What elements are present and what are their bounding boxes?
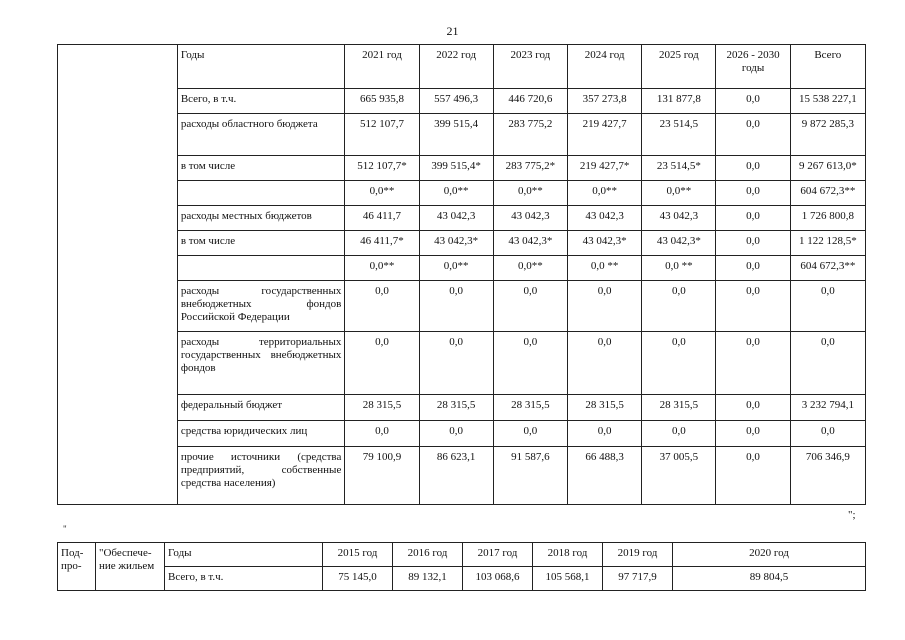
header-row [58, 45, 866, 89]
row-label: в том числе [177, 231, 345, 256]
table-row [58, 395, 866, 421]
value-cell: 43 042,3* [642, 231, 716, 256]
value-cell: 0,0** [493, 256, 567, 281]
value-cell: 23 514,5 [642, 114, 716, 156]
header-cell: 2015 год [323, 543, 393, 567]
opening-quote: " [63, 524, 67, 534]
value-cell: 46 411,7* [345, 231, 419, 256]
value-cell: 0,0** [345, 181, 419, 206]
value-cell: 0,0 [345, 421, 419, 447]
row-label: прочие источники (средства предприятий, собственные средства населения) [177, 447, 345, 505]
header-cell: 2024 год [568, 45, 642, 89]
table-row [58, 421, 866, 447]
table-row [58, 181, 866, 206]
value-cell: 0,0 [642, 421, 716, 447]
header-cell: 2026 - 2030 годы [716, 45, 790, 89]
value-cell: 43 042,3 [642, 206, 716, 231]
value-cell: 0,0 [716, 447, 790, 505]
value-cell: 0,0 [716, 206, 790, 231]
value-cell: 103 068,6 [463, 567, 533, 591]
value-cell: 665 935,8 [345, 89, 419, 114]
value-cell: 43 042,3 [419, 206, 493, 231]
value-cell: 604 672,3** [790, 256, 865, 281]
header-cell: 2020 год [673, 543, 866, 567]
value-cell: 0,0 [716, 89, 790, 114]
value-cell: 28 315,5 [642, 395, 716, 421]
funding-table [57, 44, 866, 505]
value-cell: 512 107,7 [345, 114, 419, 156]
value-cell: 0,0 [568, 421, 642, 447]
value-cell: 0,0 ** [642, 256, 716, 281]
value-cell: 131 877,8 [642, 89, 716, 114]
header-cell: Годы [177, 45, 345, 89]
value-cell: 43 042,3 [493, 206, 567, 231]
value-cell: 0,0 ** [568, 256, 642, 281]
value-cell: 0,0 [716, 332, 790, 395]
value-cell: 0,0 [642, 332, 716, 395]
value-cell: 28 315,5 [493, 395, 567, 421]
value-cell: 0,0 [716, 156, 790, 181]
value-cell: 399 515,4* [419, 156, 493, 181]
page-number: 21 [446, 24, 459, 38]
value-cell: 0,0 [419, 332, 493, 395]
value-cell: 1 122 128,5* [790, 231, 865, 256]
value-cell: 0,0 [568, 281, 642, 332]
value-cell: 43 042,3 [568, 206, 642, 231]
value-cell: 89 132,1 [393, 567, 463, 591]
value-cell: 446 720,6 [493, 89, 567, 114]
header-cell: 2023 год [493, 45, 567, 89]
value-cell: 43 042,3* [419, 231, 493, 256]
value-cell: 0,0 [345, 332, 419, 395]
value-cell: 75 145,0 [323, 567, 393, 591]
value-cell: 283 775,2 [493, 114, 567, 156]
header-cell: 2016 год [393, 543, 463, 567]
value-cell: 3 232 794,1 [790, 395, 865, 421]
value-cell: 28 315,5 [345, 395, 419, 421]
table-row [58, 89, 866, 114]
subprogram-table [57, 542, 866, 591]
closing-quote: "; [848, 509, 856, 521]
row-label: федеральный бюджет [177, 395, 345, 421]
value-cell: 399 515,4 [419, 114, 493, 156]
value-cell: 0,0 [790, 421, 865, 447]
row-label: расходы территориальных государственных внебюджетных фондов [177, 332, 345, 395]
value-cell: 512 107,7* [345, 156, 419, 181]
value-cell: 105 568,1 [533, 567, 603, 591]
value-cell: 357 273,8 [568, 89, 642, 114]
value-cell: 28 315,5 [568, 395, 642, 421]
subprogram-header-row [58, 543, 866, 567]
value-cell: 0,0 [493, 421, 567, 447]
value-cell: 0,0** [419, 256, 493, 281]
table-row [58, 281, 866, 332]
table-row [58, 231, 866, 256]
value-cell: 219 427,7 [568, 114, 642, 156]
subprogram-code-cell: Под-про- [58, 543, 96, 591]
row-label: в том числе [177, 156, 345, 181]
value-cell: 9 872 285,3 [790, 114, 865, 156]
value-cell: 0,0** [345, 256, 419, 281]
table-row [58, 332, 866, 395]
value-cell: 0,0 [568, 332, 642, 395]
value-cell: 0,0 [716, 181, 790, 206]
value-cell: 0,0 [716, 256, 790, 281]
value-cell: 86 623,1 [419, 447, 493, 505]
value-cell: 66 488,3 [568, 447, 642, 505]
value-cell: 46 411,7 [345, 206, 419, 231]
row-label [177, 181, 345, 206]
subprogram-total-row [58, 567, 866, 591]
table-row [58, 256, 866, 281]
value-cell: 37 005,5 [642, 447, 716, 505]
row-label [177, 256, 345, 281]
row-label: расходы местных бюджетов [177, 206, 345, 231]
value-cell: 0,0** [419, 181, 493, 206]
header-cell: 2018 год [533, 543, 603, 567]
value-cell: 604 672,3** [790, 181, 865, 206]
value-cell: 9 267 613,0* [790, 156, 865, 181]
value-cell: 23 514,5* [642, 156, 716, 181]
row-label: расходы областного бюджета [177, 114, 345, 156]
value-cell: 0,0 [716, 421, 790, 447]
header-cell: 2021 год [345, 45, 419, 89]
left-empty-cell [58, 45, 178, 505]
header-cell: Всего [790, 45, 865, 89]
row-label: Всего, в т.ч. [177, 89, 345, 114]
value-cell: 557 496,3 [419, 89, 493, 114]
header-cell: 2022 год [419, 45, 493, 89]
value-cell: 0,0 [419, 421, 493, 447]
table-row [58, 156, 866, 181]
value-cell: 89 804,5 [673, 567, 866, 591]
value-cell: 91 587,6 [493, 447, 567, 505]
value-cell: 0,0 [716, 231, 790, 256]
table-row [58, 206, 866, 231]
value-cell: 0,0 [790, 332, 865, 395]
value-cell: 0,0 [716, 114, 790, 156]
value-cell: 0,0 [419, 281, 493, 332]
header-cell: 2025 год [642, 45, 716, 89]
header-cell: 2017 год [463, 543, 533, 567]
table-row [58, 447, 866, 505]
subprogram-name-cell: "Обеспече-ние жильем [96, 543, 165, 591]
row-label: расходы государственных внебюджетных фондов Российской Федерации [177, 281, 345, 332]
value-cell: 0,0** [568, 181, 642, 206]
value-cell: 0,0 [345, 281, 419, 332]
row-label: Всего, в т.ч. [165, 567, 323, 591]
value-cell: 43 042,3* [493, 231, 567, 256]
table-row [58, 114, 866, 156]
value-cell: 28 315,5 [419, 395, 493, 421]
value-cell: 283 775,2* [493, 156, 567, 181]
value-cell: 79 100,9 [345, 447, 419, 505]
value-cell: 0,0 [716, 281, 790, 332]
value-cell: 0,0 [493, 332, 567, 395]
value-cell: 15 538 227,1 [790, 89, 865, 114]
value-cell: 43 042,3* [568, 231, 642, 256]
row-label: средства юридических лиц [177, 421, 345, 447]
value-cell: 0,0 [790, 281, 865, 332]
value-cell: 706 346,9 [790, 447, 865, 505]
value-cell: 0,0** [642, 181, 716, 206]
value-cell: 0,0 [642, 281, 716, 332]
value-cell: 0,0 [716, 395, 790, 421]
value-cell: 0,0 [493, 281, 567, 332]
value-cell: 219 427,7* [568, 156, 642, 181]
value-cell: 1 726 800,8 [790, 206, 865, 231]
header-cell: 2019 год [603, 543, 673, 567]
value-cell: 0,0** [493, 181, 567, 206]
value-cell: 97 717,9 [603, 567, 673, 591]
header-cell: Годы [165, 543, 323, 567]
